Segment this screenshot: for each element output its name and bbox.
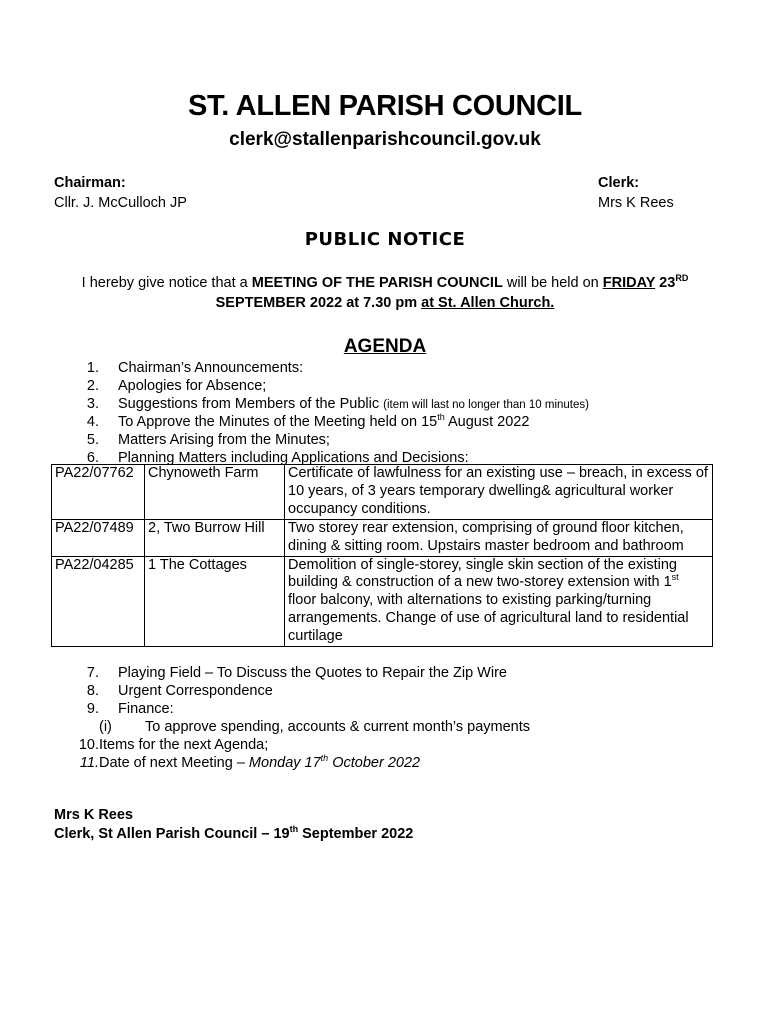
intro-meeting: MEETING OF THE PARISH COUNCIL	[251, 275, 503, 291]
agenda-item	[60, 359, 740, 377]
subitem-text: To approve spending, accounts & current month’s payments	[145, 719, 531, 735]
item-text	[118, 395, 589, 413]
intro-date-suffix: RD	[675, 273, 689, 284]
agenda-item	[60, 377, 740, 395]
intro-venue: at St. Allen Church.	[421, 295, 555, 311]
agenda-item	[60, 431, 740, 449]
agenda-item	[60, 700, 740, 718]
application-description: Certificate of lawfulness for an existing use – breach, in excess of 10 years, of 3 years temporary dwelling& agricultural worker occupancy conditions.	[285, 465, 713, 520]
description-text-after: floor balcony, with alternations to existing parking/turning arrangements. Change of use of agricultural land to residential curtilage	[288, 592, 689, 645]
subitem-number: (i)	[99, 719, 112, 735]
table-row	[52, 465, 713, 520]
intro-line-1	[50, 273, 720, 293]
intro-line-2	[50, 293, 720, 313]
clerk-name: Mrs K Rees	[598, 195, 674, 211]
notice-intro	[50, 273, 720, 313]
public-notice-heading: PUBLIC NOTICE	[304, 229, 466, 250]
item-text: Matters Arising from the Minutes;	[118, 432, 330, 448]
agenda-subitem	[60, 718, 740, 736]
item-text: Planning Matters including Applications and Decisions:	[118, 450, 469, 466]
meeting-date-after: October 2022	[328, 755, 421, 771]
application-ref: PA22/07762	[52, 465, 145, 520]
chairman-name: Cllr. J. McCulloch JP	[54, 195, 187, 211]
agenda-item	[60, 754, 740, 772]
item-text: Apologies for Absence;	[118, 378, 267, 394]
item-number: 1.	[86, 360, 99, 376]
signature-name: Mrs K Rees	[54, 807, 133, 823]
application-site: Chynoweth Farm	[145, 465, 285, 520]
item-note: (item will last no longer than 10 minutes)	[383, 399, 589, 411]
item-text-main: Suggestions from Members of the Public	[118, 396, 384, 412]
application-ref: PA22/07489	[52, 519, 145, 556]
clerk-block	[598, 173, 674, 213]
agenda-item	[60, 395, 740, 413]
item-number: 2.	[86, 378, 99, 394]
council-email: clerk@stallenparishcouncil.gov.uk	[229, 129, 541, 150]
item-text	[99, 754, 420, 772]
signature-block	[54, 806, 413, 844]
item-text: Finance:	[118, 701, 174, 717]
item-number: 7.	[86, 665, 99, 681]
item-number: 9.	[86, 701, 99, 717]
chairman-role: Chairman:	[54, 175, 126, 191]
item-text: Chairman’s Announcements:	[118, 360, 304, 376]
table-row	[52, 519, 713, 556]
item-number: 6.	[86, 450, 99, 466]
intro-time: SEPTEMBER 2022 at 7.30 pm	[215, 295, 422, 311]
application-description: Two storey rear extension, comprising of ground floor kitchen, dining & sitting room. Upstairs master bedroom and bathroom	[285, 519, 713, 556]
item-text: Items for the next Agenda;	[99, 737, 269, 753]
agenda-item	[60, 682, 740, 700]
item-number: 11.	[79, 755, 99, 771]
agenda-item	[60, 413, 740, 431]
agenda-list	[60, 359, 740, 467]
application-description	[285, 556, 713, 647]
item-number: 5.	[86, 432, 99, 448]
item-number: 3.	[86, 396, 99, 412]
item-number: 4.	[86, 414, 99, 430]
item-text-after: August 2022	[444, 414, 530, 430]
intro-text: I hereby give notice that a	[81, 275, 252, 291]
agenda-item	[60, 664, 740, 682]
table-row	[52, 556, 713, 647]
item-number: 8.	[86, 683, 99, 699]
item-date-suffix: th	[437, 412, 445, 423]
application-site: 2, Two Burrow Hill	[145, 519, 285, 556]
intro-day: FRIDAY	[602, 275, 656, 291]
chairman-block	[54, 173, 187, 213]
item-text	[118, 413, 529, 431]
council-title: ST. ALLEN PARISH COUNCIL	[188, 90, 582, 122]
description-text: Demolition of single-storey, single skin section of the existing building & construction of a new two-storey extension with 1	[288, 556, 678, 591]
meeting-date-suffix: th	[320, 753, 329, 764]
intro-text-2: will be held on	[502, 275, 603, 291]
application-site: 1 The Cottages	[145, 556, 285, 647]
planning-applications-table	[51, 464, 713, 647]
item-text-main: Date of next Meeting –	[99, 755, 249, 771]
signature-text: Clerk, St Allen Parish Council – 19	[54, 826, 290, 842]
signature-text-after: September 2022	[298, 826, 414, 842]
agenda-item	[60, 736, 740, 754]
clerk-role: Clerk:	[598, 175, 640, 191]
agenda-heading: AGENDA	[343, 336, 427, 357]
item-text: Playing Field – To Discuss the Quotes to Repair the Zip Wire	[118, 665, 507, 681]
agenda-list-continued	[60, 664, 740, 772]
signature-line	[54, 825, 413, 844]
description-suffix: st	[671, 572, 679, 583]
item-number: 10.	[78, 737, 99, 753]
signature-date-suffix: th	[289, 824, 299, 835]
meeting-date: Monday 17	[248, 755, 321, 771]
item-text: Urgent Correspondence	[118, 683, 273, 699]
intro-date: 23	[655, 275, 676, 291]
application-ref: PA22/04285	[52, 556, 145, 647]
item-text-main: To Approve the Minutes of the Meeting held on 15	[118, 414, 438, 430]
